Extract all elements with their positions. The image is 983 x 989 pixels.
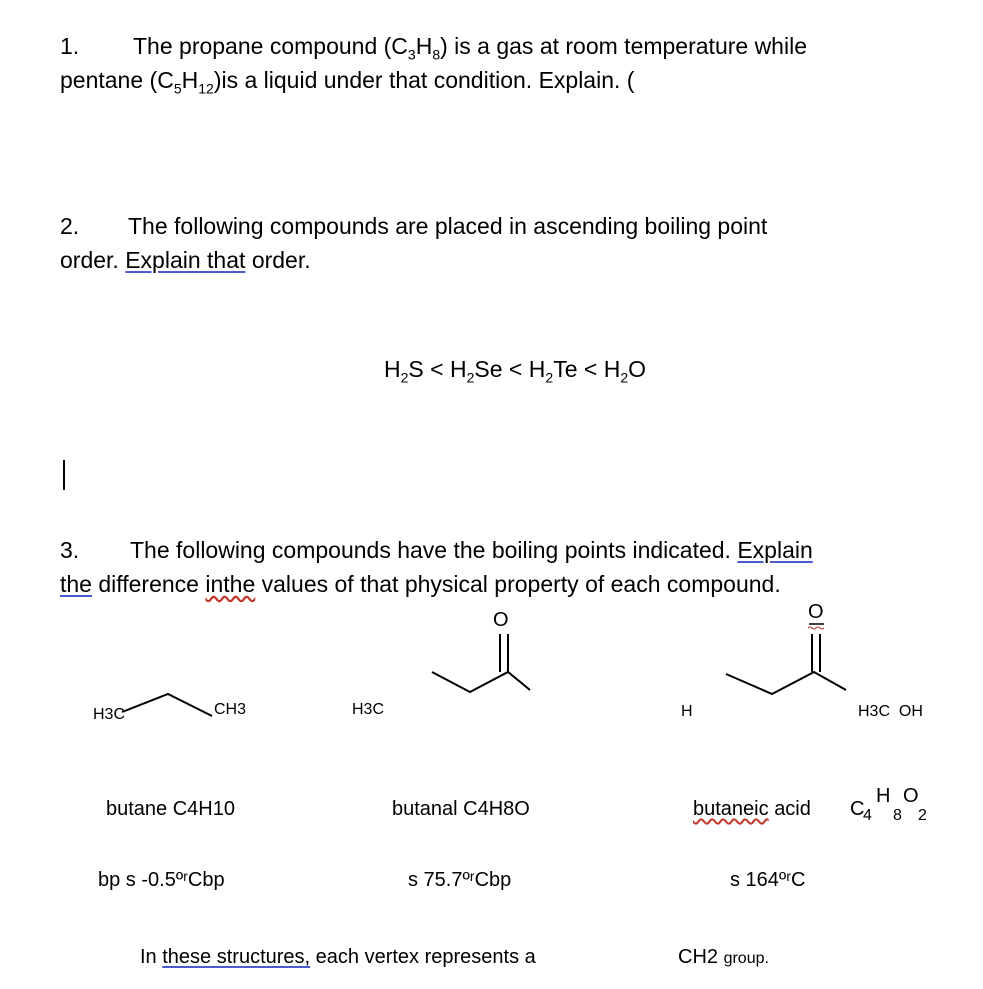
q3-line2-a: difference: [98, 571, 199, 597]
acid-oxygen: O: [808, 601, 824, 623]
acid-formula-4: 4: [863, 807, 872, 824]
series-0-b: S: [408, 356, 424, 382]
q3-line2-underlined: the: [60, 571, 92, 597]
q1-line1-b: H: [415, 33, 433, 59]
q2-line2-underlined: Explain that: [125, 247, 246, 273]
butanal-oxygen: O: [493, 609, 509, 631]
q1-line2-sub2: 12: [198, 80, 214, 97]
acid-formula-c: C: [850, 798, 865, 820]
q1-line1-a: The propane compound (C: [133, 33, 408, 59]
q3-line2: [60, 570, 781, 598]
acid-bp: s 164ºʳC: [730, 869, 806, 891]
q1-number: 1.: [60, 33, 80, 59]
q3-line1-a: The following compounds have the boiling points indicated.: [130, 537, 731, 563]
series-sep-3: <: [577, 356, 604, 382]
series-3-sub: 2: [620, 369, 629, 386]
text-cursor: [63, 460, 65, 490]
boiling-series: [384, 355, 646, 392]
q2-line2-a: order.: [60, 247, 119, 273]
acid-name-rest: acid: [774, 798, 811, 820]
footer-ch2: [678, 945, 769, 969]
series-sep-1: <: [423, 356, 450, 382]
footer-note: [140, 945, 536, 969]
butanal-left-label: H3C: [352, 701, 385, 718]
footer-underlined: these structures,: [162, 946, 311, 968]
q3-line2-wavy: inthe: [205, 571, 256, 597]
series-0-a: H: [384, 356, 401, 382]
footer-d: group.: [723, 950, 769, 967]
q3-line1-underlined: Explain: [737, 537, 813, 563]
series-1-a: H: [449, 356, 467, 382]
butane-bp: bp s -0.5ºʳCbp: [98, 869, 225, 891]
q1-line1-c: ) is a gas at room temperature while: [440, 33, 807, 59]
acid-formula-8: 8: [893, 807, 902, 824]
footer-b: each vertex represents a: [315, 946, 536, 968]
butane-right-label: CH3: [214, 701, 247, 718]
butanal-name: butanal C4H8O: [392, 798, 530, 820]
q2-line1: The following compounds are placed in ascending boiling point: [128, 213, 768, 239]
q1-line2-a: pentane (C: [60, 67, 174, 93]
q2-line2-b: order.: [251, 247, 311, 273]
acid-name: [693, 797, 811, 821]
q3-line1: [130, 536, 813, 564]
acid-skeleton: [726, 672, 846, 694]
series-1-sub: 2: [466, 369, 475, 386]
series-3-a: H: [603, 356, 621, 382]
footer-a: In: [140, 946, 157, 968]
series-sep-2: <: [502, 356, 529, 382]
series-0-sub: 2: [400, 369, 409, 386]
series-2-b: Te: [553, 356, 578, 382]
series-3-b: O: [628, 356, 647, 382]
acid-right-label: H3C OH: [858, 703, 923, 720]
butane-name: butane C4H10: [106, 798, 235, 820]
butane-skeleton: [122, 694, 212, 716]
q2-number: 2.: [60, 213, 80, 239]
acid-formula-o: O: [903, 785, 919, 807]
q1-line2: [60, 66, 634, 103]
acid-formula-h: H: [876, 785, 891, 807]
q1-line2-sub1: 5: [173, 80, 182, 97]
q1-line1: [133, 32, 807, 69]
butanal-bp: s 75.7ºʳCbp: [408, 869, 512, 891]
butanal-skeleton: [432, 672, 530, 692]
q3-number: 3.: [60, 537, 80, 563]
footer-c: CH2: [678, 946, 719, 968]
series-2-a: H: [528, 356, 546, 382]
acid-formula-2: 2: [918, 807, 927, 824]
q2-line2: [60, 246, 311, 274]
q1-line2-c: )is a liquid under that condition. Explain. (: [213, 67, 635, 93]
acid-name-wavy: butaneic: [693, 798, 769, 820]
q1-line2-b: H: [181, 67, 199, 93]
series-1-b: Se: [474, 356, 503, 382]
butane-left-label: H3C: [93, 706, 126, 723]
series-2-sub: 2: [545, 369, 554, 386]
acid-oxygen-wavy: [808, 627, 824, 629]
q3-line2-b: values of that physical property of each compound.: [261, 571, 781, 597]
acid-left-label: H: [681, 703, 693, 720]
q1-line1-sub1: 3: [407, 46, 416, 63]
q1-line1-sub2: 8: [432, 46, 441, 63]
